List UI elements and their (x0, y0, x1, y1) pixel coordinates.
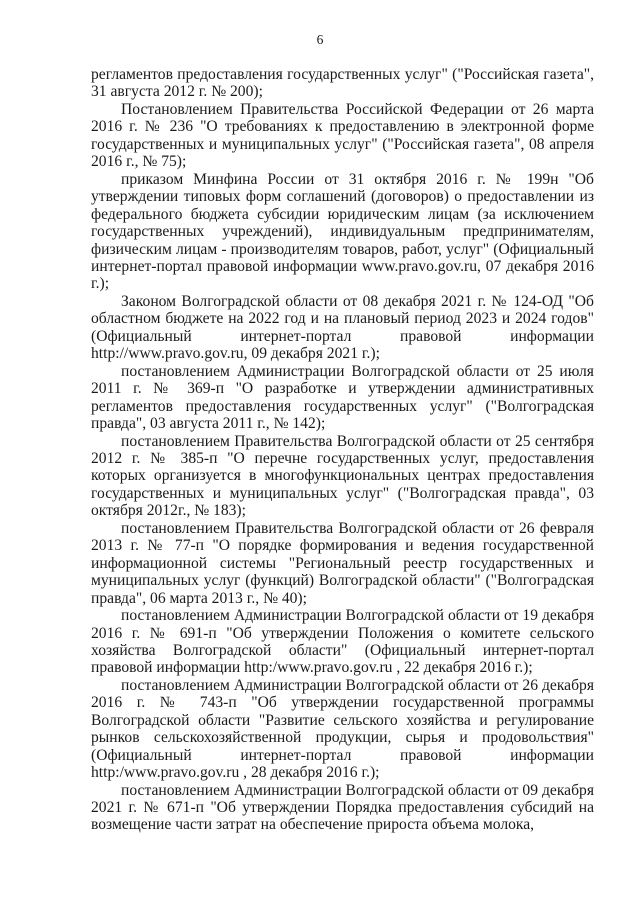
paragraph-administration-resolution-691-p: постановлением Администрации Волгоградской области от 19 декабря 2016 г. № 691-п "Об утверждении Положения о комитете сельского хозяйства Волгоградской области" (Официальный интернет-портал правовой информации http:/www.pravo.gov.ru , 22 декабря 2016 г.); (91, 607, 594, 677)
document-body (91, 66, 594, 834)
paragraph-minfin-order-199n: приказом Минфина России от 31 октября 2016 г. № 199н "Об утверждении типовых форм соглашений (договоров) о предоставлении из федерального бюджета субсидии юридическим лицам (за исключением государственных учреждений), индивидуальным предпринимателям, физическим лицам - производителям товаров, работ, услуг" (Официальный интернет-портал правовой информации www.pravo.gov.ru, 07 декабря 2016 г.); (91, 170, 594, 293)
page-number: 6 (316, 32, 324, 47)
paragraph-government-resolution-77-p: постановлением Правительства Волгоградской области от 26 февраля 2013 г. № 77-п "О порядке формирования и ведения государственной информационной системы "Региональный реестр государственных и муниципальных услуг (функций) Волгоградской области" ("Волгоградская правда", 06 марта 2013 г., № 40); (91, 519, 594, 607)
paragraph-volgograd-law-124-od: Законом Волгоградской области от 08 декабря 2021 г. № 124-ОД "Об областном бюджете на 2022 год и на плановый период 2023 и 2024 годов" (Официальный интернет-портал правовой информации http://www.pravo.gov.ru, 09 декабря 2021 г.); (91, 292, 594, 363)
paragraph-administration-resolution-369-p: постановлением Администрации Волгоградской области от 25 июля 2011 г. № 369-п "О разработке и утверждении административных регламентов предоставления государственных услуг" ("Волгоградская правда", 03 августа 2011 г., № 142); (91, 362, 594, 433)
paragraph-administration-resolution-743-p: постановлением Администрации Волгоградской области от 26 декабря 2016 г. № 743-п "Об утверждении государственной программы Волгоградской области "Развитие сельского хозяйства и регулирование рынков сельскохозяйственной продукции, сырья и продовольствия" (Официальный интернет-портал правовой информации http:/www.pravo.gov.ru , 28 декабря 2016 г.); (91, 676, 594, 782)
paragraph-administration-resolution-671-p: постановлением Администрации Волгоградской области от 09 декабря 2021 г. № 671-п "Об утверждении Порядка предоставления субсидий на возмещение части затрат на обеспечение прироста объема молока, (91, 781, 594, 834)
paragraph-continued: регламентов предоставления государственных услуг" ("Российская газета", 31 августа 2012 г. № 200); (91, 66, 594, 101)
paragraph-government-resolution-385-p: постановлением Правительства Волгоградской области от 25 сентября 2012 г. № 385-п "О перечне государственных услуг, предоставления которых организуется в многофункциональных центрах предоставления государственных и муниципальных услуг" ("Волгоградская правда", 03 октября 2012г., № 183); (91, 432, 594, 520)
paragraph-rf-government-resolution-236: Постановлением Правительства Российской Федерации от 26 марта 2016 г. № 236 "О требованиях к предоставлению в электронной форме государственных и муниципальных услуг" ("Российская газета", 08 апреля 2016 г., № 75); (91, 100, 594, 171)
